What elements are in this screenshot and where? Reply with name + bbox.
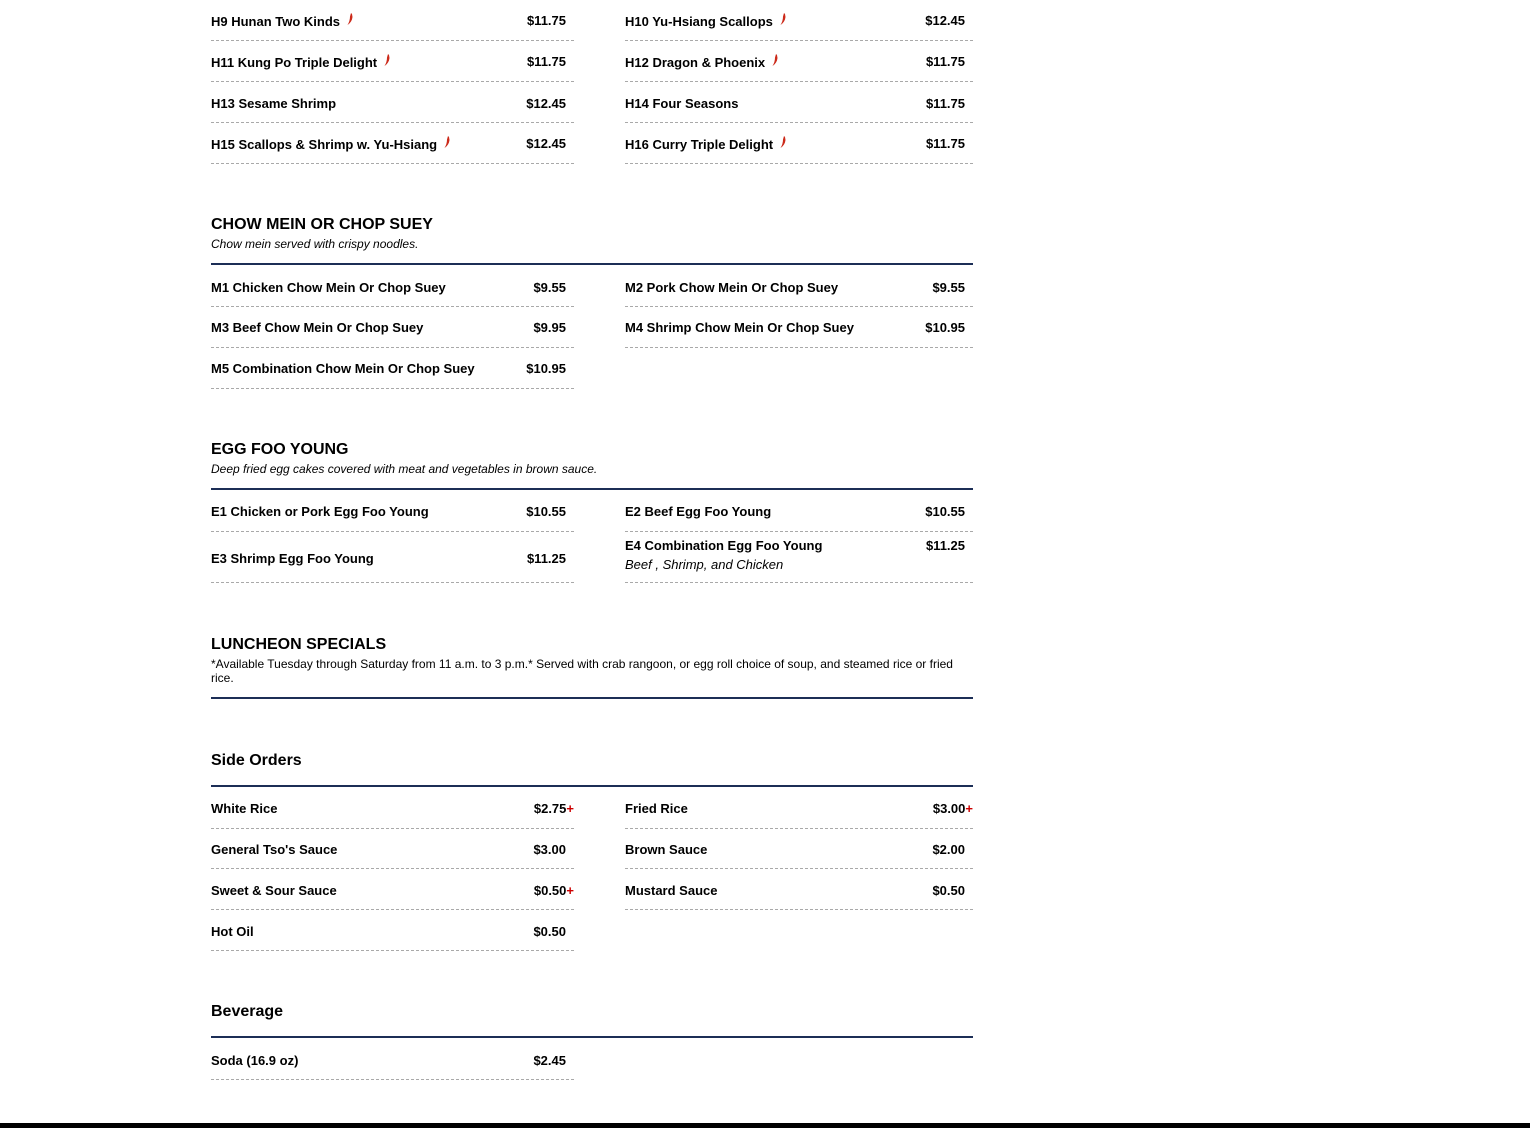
item-price: $3.00 [932, 801, 966, 816]
item-name: Brown Sauce [625, 842, 708, 857]
section-divider [211, 785, 973, 787]
item-name: E2 Beef Egg Foo Young [625, 504, 772, 519]
item-price: $0.50 [533, 924, 566, 939]
menu-item-soda[interactable] [211, 1039, 574, 1080]
menu-item-h14[interactable] [625, 82, 973, 123]
section-divider [211, 263, 973, 265]
item-name: E3 Shrimp Egg Foo Young [211, 551, 374, 566]
section-title-side-orders: Side Orders [211, 752, 302, 769]
item-name: General Tso's Sauce [211, 842, 338, 857]
item-name: M2 Pork Chow Mein Or Chop Suey [625, 280, 839, 295]
menu-item-h12[interactable] [625, 41, 973, 82]
section-description-chow-mein: Chow mein served with crispy noodles. [211, 237, 419, 251]
menu-item-m3[interactable] [211, 307, 574, 348]
menu-item-m4[interactable] [625, 307, 973, 348]
section-title-beverage: Beverage [211, 1003, 284, 1020]
menu-item-e4[interactable] [625, 532, 973, 583]
spicy-pepper-icon [383, 54, 391, 66]
spicy-pepper-icon [779, 13, 787, 25]
item-name: H12 Dragon & Phoenix [625, 55, 766, 70]
footer-bar [0, 1123, 1530, 1128]
spicy-pepper-icon [346, 13, 354, 25]
menu-item-m1[interactable] [211, 266, 574, 307]
item-price: $11.25 [925, 538, 965, 553]
item-name: White Rice [211, 801, 278, 816]
item-price: $11.25 [526, 551, 566, 566]
menu-item-white-rice[interactable] [211, 788, 574, 829]
item-price: $12.45 [526, 96, 566, 111]
menu-item-h11[interactable] [211, 41, 574, 82]
item-name: Fried Rice [625, 801, 688, 816]
item-name: Sweet & Sour Sauce [211, 883, 337, 898]
item-name: H9 Hunan Two Kinds [211, 14, 341, 29]
menu-item-h9[interactable] [211, 0, 574, 41]
item-price: $10.55 [526, 504, 566, 519]
menu-item-fried-rice[interactable] [625, 788, 973, 829]
menu-item-h15[interactable] [211, 123, 574, 164]
options-plus-icon[interactable]: + [566, 883, 574, 898]
item-price: $12.45 [925, 13, 965, 28]
item-price: $11.75 [925, 54, 965, 69]
item-price: $9.95 [533, 320, 566, 335]
menu-item-h16[interactable] [625, 123, 973, 164]
menu-item-brown-sauce[interactable] [625, 829, 973, 869]
menu-item-m5[interactable] [211, 348, 574, 389]
item-price: $11.75 [526, 13, 566, 28]
item-price: $10.95 [526, 361, 566, 376]
item-price: $11.75 [925, 136, 965, 151]
item-name: E1 Chicken or Pork Egg Foo Young [211, 504, 429, 519]
options-plus-icon[interactable]: + [965, 801, 973, 816]
item-name: M4 Shrimp Chow Mein Or Chop Suey [625, 320, 854, 335]
item-price: $2.45 [533, 1053, 566, 1068]
spicy-pepper-icon [771, 54, 779, 66]
item-price: $10.55 [925, 504, 965, 519]
spicy-pepper-icon [443, 136, 451, 148]
menu-item-e1[interactable] [211, 491, 574, 532]
section-title-egg-foo-young: EGG FOO YOUNG [211, 441, 349, 458]
section-description-luncheon: *Available Tuesday through Saturday from 11 a.m. to 3 p.m.* Served with crab rangoon, or egg roll choice of soup, and steamed rice or fried rice. [211, 657, 953, 685]
item-name: Hot Oil [211, 924, 254, 939]
menu-item-m2[interactable] [625, 266, 973, 307]
spicy-pepper-icon [779, 136, 787, 148]
item-name: H14 Four Seasons [625, 96, 739, 111]
item-price: $12.45 [526, 136, 566, 151]
item-name: Soda (16.9 oz) [211, 1053, 299, 1068]
section-description-egg-foo-young: Deep fried egg cakes covered with meat and vegetables in brown sauce. [211, 462, 598, 476]
item-name: H15 Scallops & Shrimp w. Yu-Hsiang [211, 137, 438, 152]
item-price: $11.75 [925, 96, 965, 111]
item-price: $2.00 [932, 842, 965, 857]
item-name: H16 Curry Triple Delight [625, 137, 774, 152]
section-title-chow-mein: CHOW MEIN OR CHOP SUEY [211, 216, 433, 233]
item-name: M3 Beef Chow Mein Or Chop Suey [211, 320, 424, 335]
menu-item-h13[interactable] [211, 82, 574, 123]
item-name: Mustard Sauce [625, 883, 718, 898]
menu-item-e2[interactable] [625, 491, 973, 532]
section-title-luncheon: LUNCHEON SPECIALS [211, 636, 387, 653]
options-plus-icon[interactable]: + [566, 801, 574, 816]
section-divider [211, 697, 973, 699]
menu-item-mustard-sauce[interactable] [625, 869, 973, 910]
item-name: H11 Kung Po Triple Delight [211, 55, 378, 70]
item-price: $9.55 [533, 280, 566, 295]
item-price: $11.75 [526, 54, 566, 69]
item-price: $3.00 [533, 842, 566, 857]
menu-item-h10[interactable] [625, 0, 973, 41]
section-divider [211, 1036, 973, 1038]
item-price: $0.50 [932, 883, 965, 898]
item-price: $10.95 [925, 320, 965, 335]
item-price: $9.55 [932, 280, 965, 295]
item-name: E4 Combination Egg Foo Young [625, 538, 823, 553]
item-name: H13 Sesame Shrimp [211, 96, 337, 111]
menu-item-sweet-sour-sauce[interactable] [211, 869, 574, 910]
menu-item-general-tsos-sauce[interactable] [211, 829, 574, 869]
item-price: $2.75 [533, 801, 567, 816]
menu-item-e3[interactable] [211, 532, 574, 583]
section-divider [211, 488, 973, 490]
item-name: M5 Combination Chow Mein Or Chop Suey [211, 361, 475, 376]
item-name: H10 Yu-Hsiang Scallops [625, 14, 773, 29]
menu-item-hot-oil[interactable] [211, 910, 574, 951]
item-price: $0.50 [533, 883, 567, 898]
item-name: M1 Chicken Chow Mein Or Chop Suey [211, 280, 446, 295]
item-description: Beef , Shrimp, and Chicken [625, 557, 784, 572]
